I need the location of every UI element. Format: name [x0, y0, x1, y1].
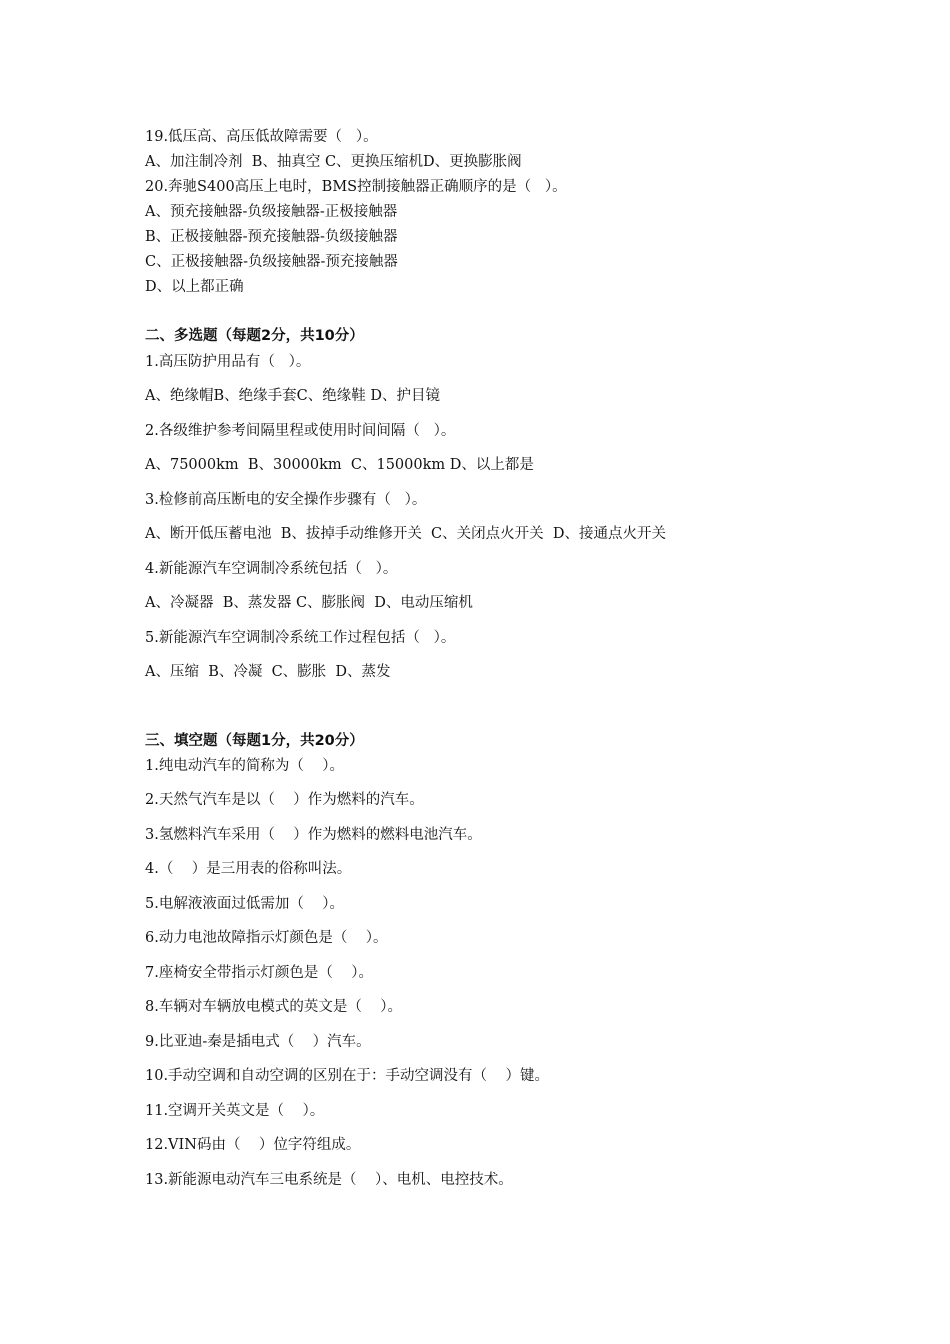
section-3-heading: 三、填空题（每题1分，共20分）	[145, 733, 364, 749]
mc-question-2-options: A、75000km B、30000km C、15000km D、以上都是	[145, 457, 534, 473]
question-19-options: A、加注制冷剂 B、抽真空 C、更换压缩机D、更换膨胀阀	[145, 154, 522, 170]
fill-question-4: 4.（ ）是三用表的俗称叫法。	[145, 861, 352, 877]
fill-question-13: 13.新能源电动汽车三电系统是（ ）、电机、电控技术。	[145, 1172, 513, 1188]
mc-question-5-stem: 5.新能源汽车空调制冷系统工作过程包括（ ）。	[145, 630, 456, 646]
mc-question-5-options: A、压缩 B、冷凝 C、膨胀 D、蒸发	[145, 664, 391, 680]
fill-question-5: 5.电解液液面过低需加（ ）。	[145, 896, 345, 912]
mc-question-4-options: A、冷凝器 B、蒸发器 C、膨胀阀 D、电动压缩机	[145, 595, 473, 611]
fill-question-1: 1.纯电动汽车的简称为（ ）。	[145, 758, 345, 774]
fill-question-2: 2.天然气汽车是以（ ）作为燃料的汽车。	[145, 792, 424, 808]
fill-question-8: 8.车辆对车辆放电模式的英文是（ ）。	[145, 999, 403, 1015]
mc-question-1-options: A、绝缘帽B、绝缘手套C、绝缘鞋 D、护目镜	[145, 388, 440, 404]
question-20-option-c: C、正极接触器-负级接触器-预充接触器	[145, 254, 398, 270]
fill-question-10: 10.手动空调和自动空调的区别在于：手动空调没有（ ）键。	[145, 1068, 549, 1084]
fill-question-3: 3.氢燃料汽车采用（ ）作为燃料的燃料电池汽车。	[145, 827, 482, 843]
mc-question-3-stem: 3.检修前高压断电的安全操作步骤有（ ）。	[145, 492, 427, 508]
section-2-heading: 二、多选题（每题2分，共10分）	[145, 328, 364, 344]
mc-question-2-stem: 2.各级维护参考间隔里程或使用时间间隔（ ）。	[145, 423, 456, 439]
mc-question-4-stem: 4.新能源汽车空调制冷系统包括（ ）。	[145, 561, 398, 577]
question-19-stem: 19.低压高、高压低故障需要（ ）。	[145, 129, 378, 145]
mc-question-3-options: A、断开低压蓄电池 B、拔掉手动维修开关 C、关闭点火开关 D、接通点火开关	[145, 526, 666, 542]
fill-question-7: 7.座椅安全带指示灯颜色是（ ）。	[145, 965, 374, 981]
question-20-option-b: B、正极接触器-预充接触器-负级接触器	[145, 229, 398, 245]
fill-question-11: 11.空调开关英文是（ ）。	[145, 1103, 325, 1119]
mc-question-1-stem: 1.高压防护用品有（ ）。	[145, 354, 311, 370]
question-20-stem: 20.奔驰S400高压上电时，BMS控制接触器正确顺序的是（ ）。	[145, 179, 567, 195]
question-20-option-a: A、预充接触器-负级接触器-正极接触器	[145, 204, 398, 220]
fill-question-12: 12.VIN码由（ ）位字符组成。	[145, 1137, 361, 1153]
fill-question-9: 9.比亚迪-秦是插电式（ ）汽车。	[145, 1034, 371, 1050]
question-20-option-d: D、以上都正确	[145, 279, 244, 295]
fill-question-6: 6.动力电池故障指示灯颜色是（ ）。	[145, 930, 388, 946]
